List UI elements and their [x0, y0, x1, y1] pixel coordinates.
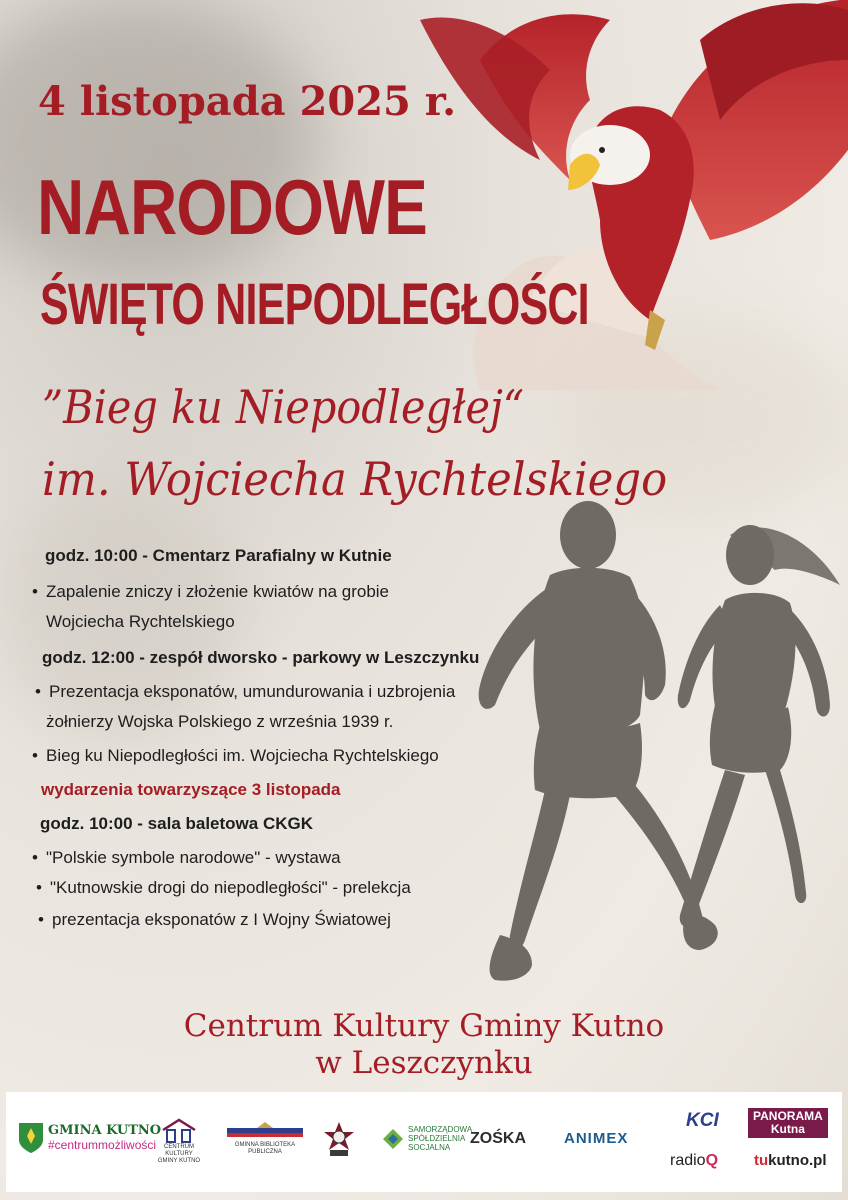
military-cross-icon: [322, 1120, 356, 1158]
kutno-pl-label: kutno.pl: [768, 1152, 827, 1169]
radio-q-logo: [670, 1152, 718, 1170]
gmina-kutno-hashtag: #centrummożliwości: [48, 1137, 157, 1152]
gmina-kutno-logo: [18, 1122, 161, 1154]
runners-illustration: [440, 495, 848, 1015]
title-line-1: NARODOWE: [37, 163, 428, 251]
zoska-logo: [470, 1130, 526, 1148]
spoldzielnia-diamond-icon: [382, 1128, 404, 1150]
program-item-continuation: Wojciecha Rychtelskiego: [46, 612, 235, 631]
ckgk-caption: CENTRUM KULTURY GMINY KUTNO: [157, 1144, 201, 1164]
program-item: • Bieg ku Niepodległości im. Wojciecha Rychtelskiego: [46, 746, 439, 766]
spoldzielnia-line-3: SOCJALNA: [408, 1142, 451, 1152]
panorama-line-1: PANORAMA: [753, 1109, 823, 1123]
biblioteka-caption: GMINNA BIBLIOTEKA PUBLICZNA: [234, 1142, 296, 1155]
program-item: • prezentacja eksponatów z I Wojny Światowej: [52, 910, 391, 930]
organizer-line-2: w Leszczynku: [315, 1045, 533, 1081]
program-heading-accompanying: wydarzenia towarzyszące 3 listopada: [41, 780, 341, 799]
gmina-kutno-name: GMINA KUTNO: [48, 1123, 162, 1139]
gmina-kutno-crest-icon: [18, 1122, 44, 1154]
sponsor-footer: [6, 1092, 842, 1192]
spoldzielnia-line-1: SAMORZĄDOWA: [408, 1125, 473, 1134]
panorama-kutna-logo: [748, 1108, 828, 1138]
animex-name: ANIMEX: [564, 1130, 629, 1147]
ckgk-house-icon: [160, 1118, 198, 1144]
panorama-line-2: Kutna: [770, 1122, 805, 1137]
subtitle-line-1: ”Bieg ku Niepodległej“: [42, 380, 524, 434]
kci-logo: [686, 1110, 719, 1132]
eagle-illustration: [420, 0, 848, 400]
title-line-2: ŚWIĘTO NIEPODLEGŁOŚCI: [40, 272, 589, 337]
radio-q: Q: [705, 1152, 719, 1169]
program-item: • "Polskie symbole narodowe" - wystawa: [46, 848, 341, 868]
kci-name: KCI: [686, 1110, 719, 1131]
animex-logo: [564, 1130, 628, 1147]
organizer-line-1: Centrum Kultury Gminy Kutno: [183, 1008, 665, 1044]
radio-prefix: radio: [670, 1152, 706, 1169]
program-item: • Prezentacja eksponatów, umundurowania i uzbrojenia: [49, 682, 455, 702]
program-item: • "Kutnowskie drogi do niepodległości" - prelekcja: [50, 878, 411, 898]
spoldzielnia-logo: [382, 1126, 472, 1152]
program-heading: godz. 10:00 - sala baletowa CKGK: [40, 814, 314, 833]
event-date: 4 listopada 2025 r.: [38, 78, 457, 125]
program-item: • Zapalenie zniczy i złożenie kwiatów na grobie: [46, 582, 389, 602]
program-item-continuation: żołnierzy Wojska Polskiego z września 1939 r.: [46, 712, 394, 731]
military-emblem-logo: [322, 1120, 356, 1158]
ckgk-logo: [156, 1118, 202, 1165]
panorama-badge: [748, 1108, 828, 1138]
program-heading: godz. 10:00 - Cmentarz Parafialny w Kutnie: [45, 546, 392, 565]
tu-label: tu: [754, 1152, 769, 1169]
tu-kutno-logo: [754, 1152, 827, 1169]
biblioteka-building-icon: [227, 1122, 303, 1142]
spoldzielnia-line-2: SPÓŁDZIELNIA: [408, 1133, 466, 1143]
subtitle-line-2: im. Wojciecha Rychtelskiego: [42, 452, 668, 506]
zoska-name: ZOŚKA: [470, 1130, 526, 1147]
biblioteka-logo: [220, 1122, 310, 1156]
program-heading: godz. 12:00 - zespół dworsko - parkowy w Leszczynku: [42, 648, 480, 667]
